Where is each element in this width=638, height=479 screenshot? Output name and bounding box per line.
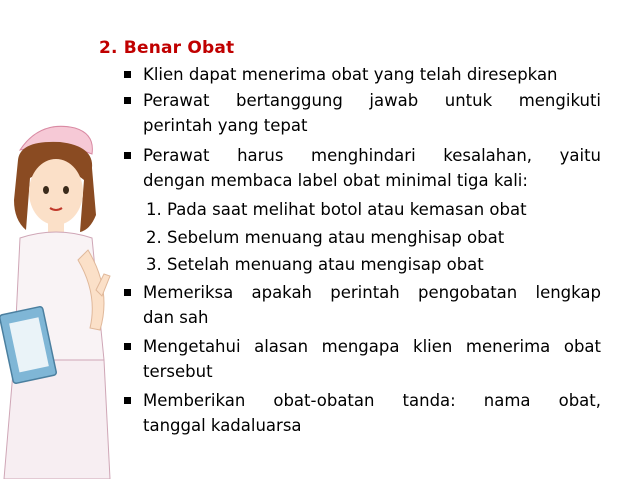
bullet-text: perintah yang tepat bbox=[143, 115, 308, 135]
square-bullet-icon bbox=[124, 152, 131, 159]
bullet-text: Memberikan obat-obatan tanda: nama obat, bbox=[143, 391, 601, 410]
bullet-item bbox=[143, 281, 601, 330]
sub-list-item: 3. Setelah menuang atau mengisap obat bbox=[146, 255, 484, 274]
bullet-text: dan sah bbox=[143, 307, 209, 327]
nurse-illustration bbox=[0, 120, 130, 479]
square-bullet-icon bbox=[124, 343, 131, 350]
bullet-text: Mengetahui alasan mengapa klien menerima obat bbox=[143, 337, 601, 356]
section-heading: 2. Benar Obat bbox=[99, 38, 235, 58]
bullet-text: Memeriksa apakah perintah pengobatan lengkap bbox=[143, 283, 601, 302]
bullet-text: Perawat harus menghindari kesalahan, yaitu bbox=[143, 146, 601, 165]
bullet-text: Klien dapat menerima obat yang telah diresepkan bbox=[143, 65, 558, 84]
bullet-text: tanggal kadaluarsa bbox=[143, 415, 302, 435]
bullet-item bbox=[143, 144, 601, 193]
square-bullet-icon bbox=[124, 289, 131, 296]
square-bullet-icon bbox=[124, 71, 131, 78]
sub-list-item: 1. Pada saat melihat botol atau kemasan obat bbox=[146, 200, 527, 219]
square-bullet-icon bbox=[124, 397, 131, 404]
bullet-text: tersebut bbox=[143, 361, 213, 381]
bullet-item bbox=[143, 63, 601, 88]
sub-list-item: 2. Sebelum menuang atau menghisap obat bbox=[146, 228, 505, 247]
bullet-text: Perawat bertanggung jawab untuk mengikuti bbox=[143, 91, 601, 110]
bullet-text: dengan membaca label obat minimal tiga kali: bbox=[143, 170, 528, 190]
bullet-item bbox=[143, 89, 601, 138]
bullet-item bbox=[143, 335, 601, 384]
square-bullet-icon bbox=[124, 97, 131, 104]
bullet-item bbox=[143, 389, 601, 438]
